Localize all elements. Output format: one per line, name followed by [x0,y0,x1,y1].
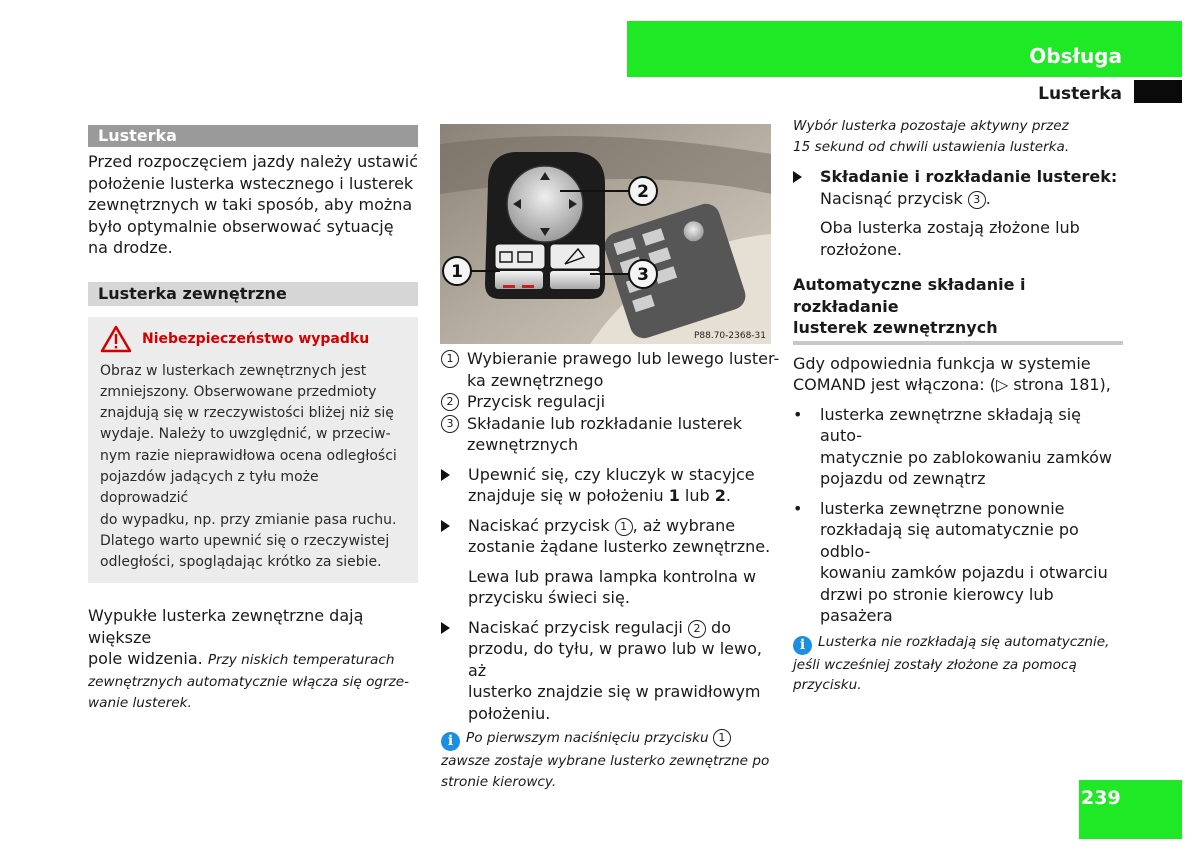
step-text: . [985,188,991,208]
intro-text: Gdy odpowiednia funkcja w systemie [793,353,1091,373]
triangle-right-icon [441,520,450,532]
step-1 [441,464,781,507]
warning-title: Niebezpieczeństwo wypadku [142,330,370,347]
step-text: przodu, do tyłu, w prawo lub w lewo, aż [468,639,762,680]
page-number: 239 [1081,787,1121,809]
legend-text: Wybieranie prawego lub lewego luster- [467,349,780,368]
ignition-position-1: 1 [668,486,680,505]
subsection-title: Lusterka zewnętrzne [98,283,287,303]
legend-text: Składanie lub rozkładanie lusterek [467,413,742,433]
intro-paragraph: Przed rozpoczęciem jazdy należy ustawić położenie lusterka wstecznego i lusterek zewnętrznych w taki sposób, aby można było optymalnie obserwować sytuację na drodze. [88,152,419,257]
mirror-control-figure [440,124,771,344]
circled-number: 1 [615,518,633,536]
convex-italic: wanie lusterek. [88,695,192,712]
step-text: Upewnić się, czy kluczyk w stacyjce [468,464,755,484]
bullet-text: kowaniu zamków pojazdu i otwarciu [820,563,1108,582]
step-text: do [705,617,731,637]
heading-text: Automatyczne składanie i rozkładanie [793,275,1026,316]
step-3 [441,617,781,725]
convex-italic: zewnętrznych automatycznie włącza się ogrze- [88,673,410,690]
bullet-text: matycznie po zablokowaniu zamków [820,447,1113,467]
info-text: Lusterka nie rozkładają się automatycznie, [818,633,1110,650]
selection-note [793,116,1128,157]
legend-item [441,348,781,391]
warning-line: do wypadku, np. przy zmianie pasa ruchu. [100,511,397,528]
step-text: Nacisnąć przycisk [820,188,968,208]
warning-line: zmniejszony. Obserwowane przedmioty [100,383,377,400]
warning-line: Obraz w lusterkach zewnętrznych jest [100,362,367,379]
circled-number: 1 [713,729,731,747]
triangle-right-icon [441,622,450,634]
auto-fold-heading [793,274,1128,339]
warning-line: Dlatego warto upewnić się o rzeczywistej [100,532,390,549]
info-text: jeśli wcześniej zostały złożone za pomocą [793,656,1077,673]
callout-1: 1 [451,262,463,282]
callout-2: 2 [637,182,649,202]
section-title: Lusterka [98,126,177,145]
step-note: Oba lusterka zostają złożone lub [820,218,1080,237]
info-icon: i [793,636,812,655]
note-text: Wybór lusterka pozostaje aktywny przez [793,118,1069,134]
info-note-1 [441,728,781,792]
step-note: Lewa lub prawa lampka kontrolna w [468,566,757,586]
fold-step [793,166,1128,260]
step-text: znajduje się w położeniu [468,486,669,505]
warning-triangle-icon [100,325,132,353]
bullet-text: pojazdu od zewnątrz [820,469,986,488]
bullet-text: • lusterka zewnętrzne składają się auto- [820,404,1081,445]
bullet-item [793,404,1128,490]
column-1 [88,125,418,715]
step-text: położeniu. [468,703,551,723]
info-text: zawsze zostaje wybrane lusterko zewnętrzne po [441,753,770,769]
bullet-text: drzwi po stronie kierowcy lub pasażera [820,584,1054,625]
subsection-title-bar [88,282,418,306]
step-note: przycisku świeci się. [468,588,630,607]
warning-line: wydaje. Należy to uwzględnić, w przeciw- [100,426,391,443]
legend-text: ka zewnętrznego [467,370,604,390]
info-note-2 [793,632,1128,696]
legend-number: 1 [441,350,459,368]
bullet-text: • lusterka zewnętrzne ponownie [820,498,1065,518]
legend-text: Przycisk regulacji [467,392,606,411]
column-2 [441,348,781,792]
fold-title: Składanie i rozkładanie lusterek: [820,167,1118,186]
legend-item [441,391,781,413]
callout-3: 3 [637,265,649,285]
triangle-right-icon [441,469,450,481]
heading-rule [793,341,1123,345]
info-icon: i [441,732,460,751]
triangle-right-icon [793,171,802,183]
convex-line: pole widzenia. [88,649,208,669]
section-title-bar [88,125,418,147]
warning-line: odległości, spoglądając krótko za siebie. [100,554,382,571]
step-2 [441,515,781,609]
intro-text: COMAND jest włączona: (▷ strona 181), [793,375,1111,394]
warning-line: pojazdów jadących z tyłu może doprowadzić [100,468,319,507]
step-text: Naciskać przycisk [468,515,615,535]
header-marker [1134,80,1182,103]
auto-fold-intro [793,353,1128,396]
header-tab-title: Obsługa [1029,44,1122,68]
warning-line: nym razie nieprawidłowa ocena odległości [100,447,397,464]
step-text: . [725,486,731,505]
header-subtitle: Lusterka [1038,84,1122,104]
step-text: Naciskać przycisk regulacji [468,617,688,637]
convex-italic: Przy niskich temperaturach [207,652,395,669]
warning-box [88,317,418,584]
legend-item [441,413,781,456]
convex-line: Wypukłe lusterka zewnętrzne dają większe [88,606,364,647]
step-text: lusterko znajdzie się w prawidłowym [468,682,761,701]
note-text: 15 sekund od chwili ustawienia lusterka. [793,138,1070,155]
step-text: zostanie żądane lusterko zewnętrzne. [468,537,771,556]
step-text: , aż wybrane [632,515,736,535]
bullet-text: rozkładają się automatycznie po odblo- [820,520,1079,561]
circled-number: 3 [968,191,986,209]
legend-number: 2 [441,393,459,411]
warning-header [100,325,408,353]
step-note: rozłożone. [820,239,903,259]
ignition-position-2: 2 [714,486,726,505]
column-3 [793,116,1128,696]
mirror-control-illustration [440,124,771,344]
convex-paragraph [88,605,418,715]
legend-text: zewnętrznych [467,435,579,454]
legend-number: 3 [441,415,459,433]
bullet-item [793,498,1128,627]
warning-text [100,361,408,574]
info-text: stronie kierowcy. [441,773,557,790]
step-text: lub [679,486,715,505]
info-text: przycisku. [793,677,862,693]
heading-text: lusterek zewnętrznych [793,318,998,337]
figure-code: P88.70-2368-31 [693,331,766,341]
circled-number: 2 [688,620,706,638]
warning-line: znajdują się w rzeczywistości bliżej niż się [100,405,394,422]
info-text: Po pierwszym naciśnięciu przycisku [466,730,713,746]
